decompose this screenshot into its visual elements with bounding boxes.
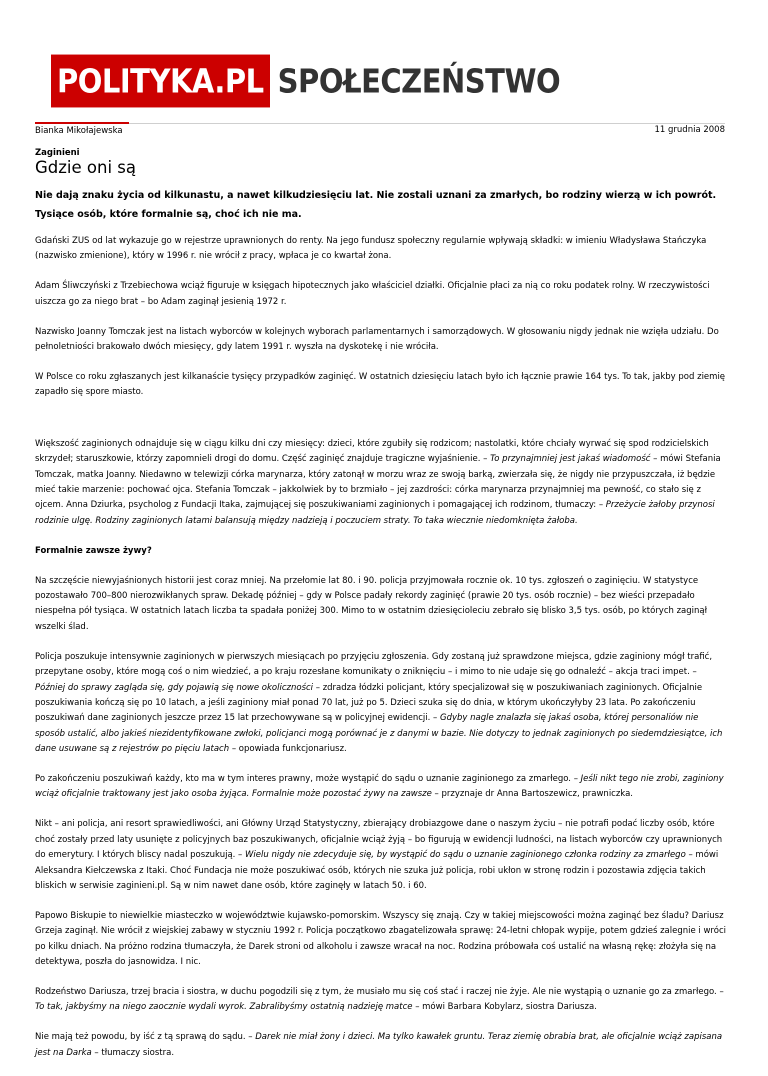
paragraph: Papowo Biskupie to niewielkie miasteczko w województwie kujawsko-pomorskim. Wszyscy się znają. Czy w takiej miejscowości można zaginąć bez śladu? Dariusz Grzeja zaginął. Nie wrócił z wiejskiej zabawy w styczniu 1992 r. Policja początkowo zbagatelizowała sprawę: 24-letni chłopak wypije, potem gdzieś zalegnie i wróci po kilku dniach. Na próżno rodzina tłumaczyła, że Darek stroni od alkoholu i zawsze wracał na noc. Rodzina próbowała coś ustalić na własną rękę: złożyła się na detektywa, poszła do jasnowidza. I nic. <box>35 910 726 968</box>
paragraph: W Polsce co roku zgłaszanych jest kilkanaście tysięcy przypadków zaginięć. W ostatnich dziesięciu latach było ich łącznie prawie 164 tys. To tak, jakby pod ziemię zapadło się spore miasto. <box>35 371 726 398</box>
text: Nie mają też powodu, by iść z tą sprawą do sądu. – <box>35 1032 256 1043</box>
author-accent-bar <box>35 122 129 124</box>
masthead <box>51 58 560 104</box>
publication-date: 11 grudnia 2008 <box>654 125 725 135</box>
quote: Przeżycie żałoby przynosi rodzinie ulgę. Rodziny zaginionych latami balansują między nadzieją i poczuciem straty. To taka wiecznie niedomknięta żałoba. <box>35 500 715 526</box>
article-lead: Nie dają znaku życia od kilkunastu, a nawet kilkudziesięciu lat. Nie zostali uznani za zmarłych, bo rodziny wierzą w ich powrót. Tysiące osób, które formalnie są, choć ich nie ma. <box>35 190 717 220</box>
paragraph <box>35 772 729 803</box>
paragraph: Gdański ZUS od lat wykazuje go w rejestrze uprawnionych do renty. Na jego fundusz społeczny regularnie wpływają składki: w imieniu Władysława Stańczyka (nazwisko zmienione), który w 1996 r. nie wrócił z pracy, wpłaca je co kwartał żona. <box>35 236 707 262</box>
text: – mówi Barbara Kobylarz, siostra Dariusza. <box>412 1002 597 1013</box>
text: Większość zaginionych odnajduje się w ciągu kilku dni czy miesięcy: dzieci, które zgubiły się rodzicom; nastolatki, które chciały wyrwać się spod rodzicielskich skrzydeł; staruszkowie, którzy zapomnieli drogi do domu. Część zaginięć znajduje tragiczne wyjaśnienie. – <box>35 438 709 465</box>
text: – opowiada funkcjonariusz. <box>229 744 347 755</box>
section-logo[interactable]: SPOŁECZEŃSTWO <box>277 61 561 101</box>
quote: Gdyby nagle znalazła się jakaś osoba, której personaliów nie sposób ustalić, albo jakieś niezidentyfikowane zwłoki, policjanci mogą porównać je z danymi w bazie. Nie dotyczy to jednak zaginionych po siedemdziesiątce, ich dane usuwane są z rejestrów po pięciu latach <box>35 713 723 755</box>
paragraph <box>35 650 729 758</box>
text: Policja poszukuje intensywnie zaginionych w pierwszych miesiącach po przyjęciu zgłoszenia. Gdy zostaną już sprawdzone miejsca, gdzie zaginiony mógł trafić, przepytane osoby, które mogą coś o nim wiedzieć, a po kraju rozesłane komunikaty o zniknięciu – i mimo to nie udaje się go odnaleźć – akcja traci impet. – <box>35 651 713 678</box>
article-title: Gdzie oni są <box>35 158 136 177</box>
paragraph: Adam Śliwczyński z Trzebiechowa wciąż figuruje w księgach hipotecznych jako właściciel działki. Oficjalnie płaci za nią co roku podatek rolny. W rzeczywistości uiszcza go za niego brat – bo Adam zaginął jesienią 1972 r. <box>35 281 710 307</box>
divider <box>35 123 725 124</box>
text: Rodzeństwo Dariusza, trzej bracia i siostra, w duchu pogodzili się z tym, że musiało mu się coś stać i raczej nie żyje. Ale nie wystąpią o uznanie go za zmarłego. – <box>35 987 724 998</box>
quote: Jeśli nikt tego nie zrobi, zaginiony wciąż oficjalnie traktowany jest jako osoba żyjąca. Formalnie może pozostać żywy na zawsze <box>35 774 724 800</box>
paragraph <box>35 817 729 894</box>
brand-logo[interactable]: POLITYKA.PL <box>51 55 270 108</box>
text: – przyznaje dr Anna Bartoszewicz, prawniczka. <box>431 789 633 800</box>
text: – tłumaczy siostra. <box>91 1047 175 1058</box>
text: – zdradza łódzki policjant, który specjalizował się w poszukiwaniach zaginionych. Oficjalnie poszukiwania kończą się po 10 latach, a jeśli zaginiony miał ponad 70 lat, już po 5. Dzieci szuka się do dnia, w którym ukończyłyby 23 lata. Po zakończeniu poszukiwań dane zaginionych jeszcze przez 15 lat przechowywane są w policyjnej ewidencji. – <box>35 682 703 724</box>
author-name: Bianka Mikołajewska <box>35 126 123 136</box>
text: Po zakończeniu poszukiwań każdy, kto ma w tym interes prawny, może wystąpić do sądu o uznanie zaginionego za zmarłego. – <box>35 774 581 785</box>
text: – mówi Aleksandra Kiełczewska z Itaki. Choć Fundacja nie może poszukiwać osób, których nie szuka już policja, robi ukłon w stronę rodzin i pozostawia zdjęcia takich bliskich w serwisie zaginieni.pl. Są w nim nawet dane osób, które zaginęły w latach 50. i 60. <box>35 850 719 891</box>
paragraph <box>35 437 729 529</box>
text: – mówi Stefania Tomczak, matka Joanny. Niedawno w telewizji córka marynarza, który zatonął w morzu wraz ze swoją barką, zwierzała się, że nigdy nie przypuszczała, iż będzie mieć takie marzenie: pochować ojca. Stefania Tomczak – jakkolwiek by to brzmiało – jej zazdrości: córka marynarza przynajmniej ma pewność, co stało się z ojcem. Anna Dziurka, psycholog z Fundacji Itaka, zajmującej się poszukiwaniami zaginionych i pomagającej ich rodzinom, tłumaczy: – <box>35 454 721 511</box>
article-body <box>35 234 729 1076</box>
paragraph: Na szczęście niewyjaśnionych historii jest coraz mniej. Na przełomie lat 80. i 90. policja przyjmowała rocznie ok. 10 tys. zgłoszeń o zaginięciu. W statystyce pozostawało 700–800 nierozwikłanych spraw. Dekadę później – gdy w Polsce padały rekordy zaginięć (prawie 20 tys. osób rocznie) – bez wieści przepadało niespełna pół tysiąca. W ostatnich latach liczba ta spadała poniżej 300. Mimo to w ostatnim dziesięcioleciu zebrało się blisko 3,5 tys. osób, po których zaginął wszelki ślad. <box>35 575 708 632</box>
quote: Wielu nigdy nie zdecyduje się, by wystąpić do sądu o uznanie zaginionego członka rodziny za zmarłego <box>245 850 686 861</box>
quote: Później do sprawy zagląda się, gdy pojawią się nowe okoliczności <box>35 682 314 693</box>
paragraph <box>35 1030 729 1061</box>
paragraph: Nazwisko Joanny Tomczak jest na listach wyborców w kolejnych wyborach parlamentarnych i samorządowych. W głosowaniu nigdy jednak nie wzięła udziału. Do pełnoletniości brakowało dwóch miesięcy, gdy latem 1991 r. wyszła na dyskotekę i nie wróciła. <box>35 326 719 353</box>
quote: To przynajmniej jest jakaś wiadomość <box>490 454 651 465</box>
quote: Darek nie miał żony i dzieci. Ma tylko kawałek gruntu. Teraz ziemię obrabia brat, ale oficjalnie wciąż zapisana jest na Darka <box>35 1032 723 1058</box>
text: Nikt – ani policja, ani resort sprawiedliwości, ani Główny Urząd Statystyczny, zbierający drobiazgowe dane o naszym życiu – nie potrafi podać liczby osób, które choć zostały przed laty usunięte z policyjnych baz poszukiwanych, oficjalnie wciąż żyją – bo figurują w ewidencji ludności, na listach wyborców czy uprawnionych do emerytury. I których bliscy nadal poszukują. – <box>35 819 723 861</box>
article-section: Zaginieni <box>35 148 80 158</box>
subheading: Formalnie zawsze żywy? <box>35 545 152 556</box>
quote: To tak, jakbyśmy na niego zaocznie wydali wyrok. Zabralibyśmy ostatnią nadzieję matce <box>35 1002 413 1013</box>
paragraph <box>35 985 729 1016</box>
